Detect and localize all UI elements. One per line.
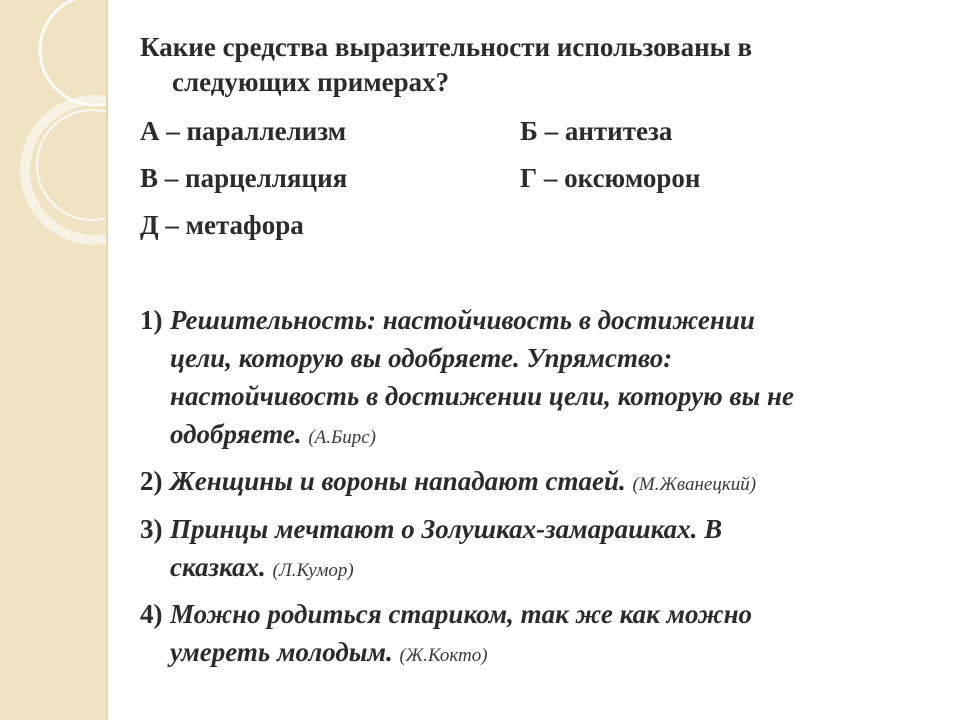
example-3-number: 3) (140, 514, 163, 544)
example-2-line-1: Женщины и вороны нападают стаей. (170, 466, 626, 496)
example-4-line-2: умереть молодым. (170, 637, 393, 667)
example-3-line-1: Принцы мечтают о Золушках-замарашках. В (170, 514, 723, 544)
decorative-side-band (0, 0, 106, 720)
example-4 (140, 595, 920, 675)
example-2 (140, 462, 920, 504)
example-2-author: (М.Жванецкий) (632, 474, 757, 495)
example-1-line-1: Решительность: настойчивость в достижении (170, 305, 755, 335)
example-1-line-3: настойчивость в достижении цели, которую вы не (170, 381, 795, 411)
slide-content (140, 30, 930, 667)
example-3 (140, 510, 920, 590)
example-1-line-4: одобряете. (170, 419, 302, 449)
example-4-author: (Ж.Кокто) (399, 645, 488, 666)
example-1 (140, 301, 920, 457)
option-v: В – парцелляция (140, 163, 348, 193)
title-line-1: Какие средства выразительности использованы в (140, 32, 753, 62)
example-4-line-1: Можно родиться стариком, так же как можно (170, 599, 753, 629)
example-1-line-2: цели, которую вы одобряете. Упрямство: (170, 343, 673, 373)
decorative-circles (0, 0, 106, 720)
slide-title (140, 30, 930, 100)
options-list (140, 110, 930, 250)
example-1-number: 1) (140, 305, 163, 335)
example-4-number: 4) (140, 599, 163, 629)
option-d: Д – метафора (140, 210, 304, 240)
option-b: Б – антитеза (520, 116, 673, 146)
example-3-line-2: сказках. (170, 552, 266, 582)
example-2-number: 2) (140, 466, 163, 496)
example-3-author: (Л.Кумор) (272, 560, 354, 581)
example-1-author: (А.Бирс) (308, 427, 376, 448)
option-a: А – параллелизм (140, 116, 347, 146)
band-divider (106, 0, 108, 720)
option-g: Г – оксюморон (520, 163, 701, 193)
title-line-2: следующих примерах? (172, 67, 450, 97)
